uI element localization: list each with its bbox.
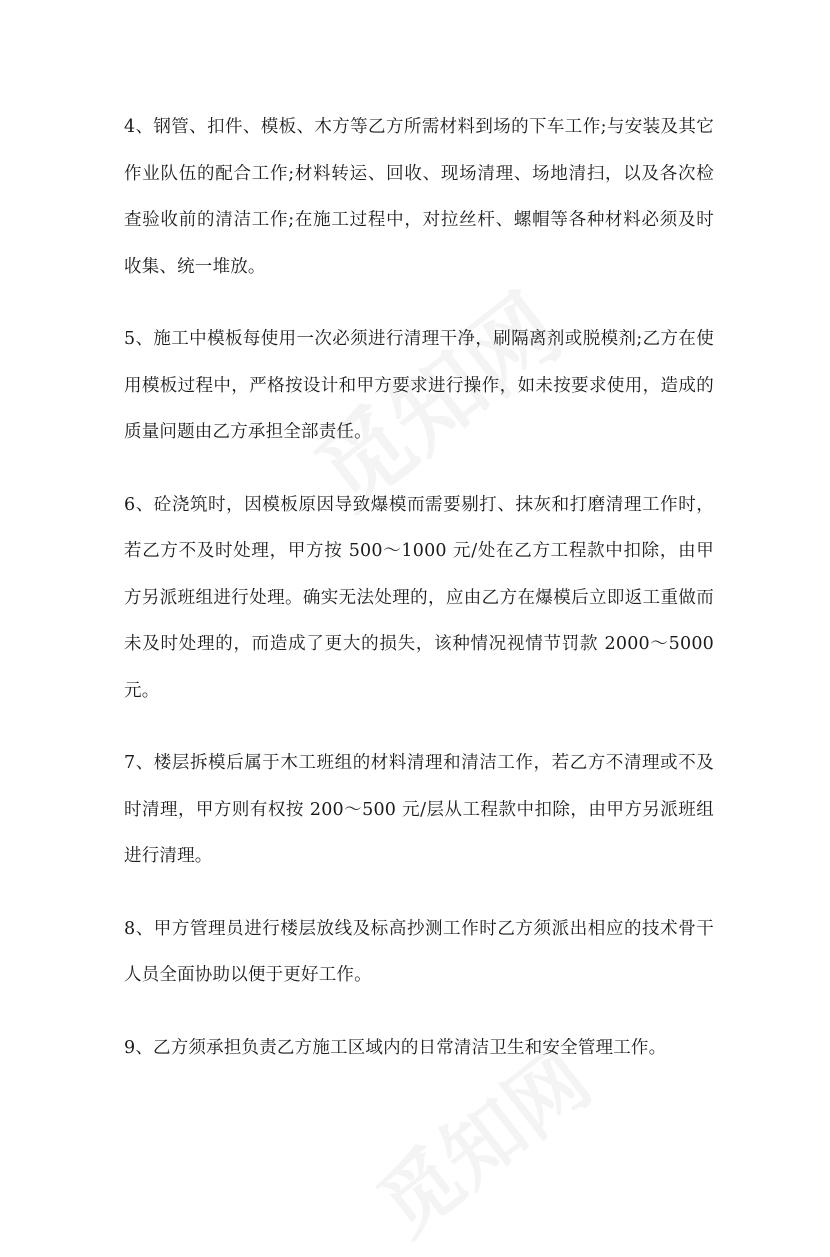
document-body — [124, 104, 714, 1097]
clause-5: 5、施工中模板每使用一次必须进行清理干净，刷隔离剂或脱模剂;乙方在使用模板过程中，严格按设计和甲方要求进行操作，如未按要求使用，造成的质量问题由乙方承担全部责任。 — [124, 329, 714, 442]
clause-8: 8、甲方管理员进行楼层放线及标高抄测工作时乙方须派出相应的技术骨干人员全面协助以便于更好工作。 — [124, 918, 714, 985]
clause-7: 7、楼层拆模后属于木工班组的材料清理和清洁工作，若乙方不清理或不及时清理，甲方则有权按 200～500 元/层从工程款中扣除，由甲方另派班组进行清理。 — [124, 753, 714, 866]
clause-4: 4、钢管、扣件、模板、木方等乙方所需材料到场的下车工作;与安装及其它作业队伍的配合工作;材料转运、回收、现场清理、场地清扫，以及各次检查验收前的清洁工作;在施工过程中，对拉丝杆、螺帽等各种材料必须及时收集、统一堆放。 — [124, 117, 714, 277]
clause-9: 9、乙方须承担负责乙方施工区域内的日常清洁卫生和安全管理工作。 — [124, 1037, 667, 1058]
clause-6: 6、砼浇筑时，因模板原因导致爆模而需要剔打、抹灰和打磨清理工作时，若乙方不及时处理，甲方按 500～1000 元/处在乙方工程款中扣除，由甲方另派班组进行处理。确实无法处理的，应由乙方在爆模后立即返工重做而未及时处理的，而造成了更大的损失，该种情况视情节罚款 2000～5000 元。 — [124, 494, 714, 701]
